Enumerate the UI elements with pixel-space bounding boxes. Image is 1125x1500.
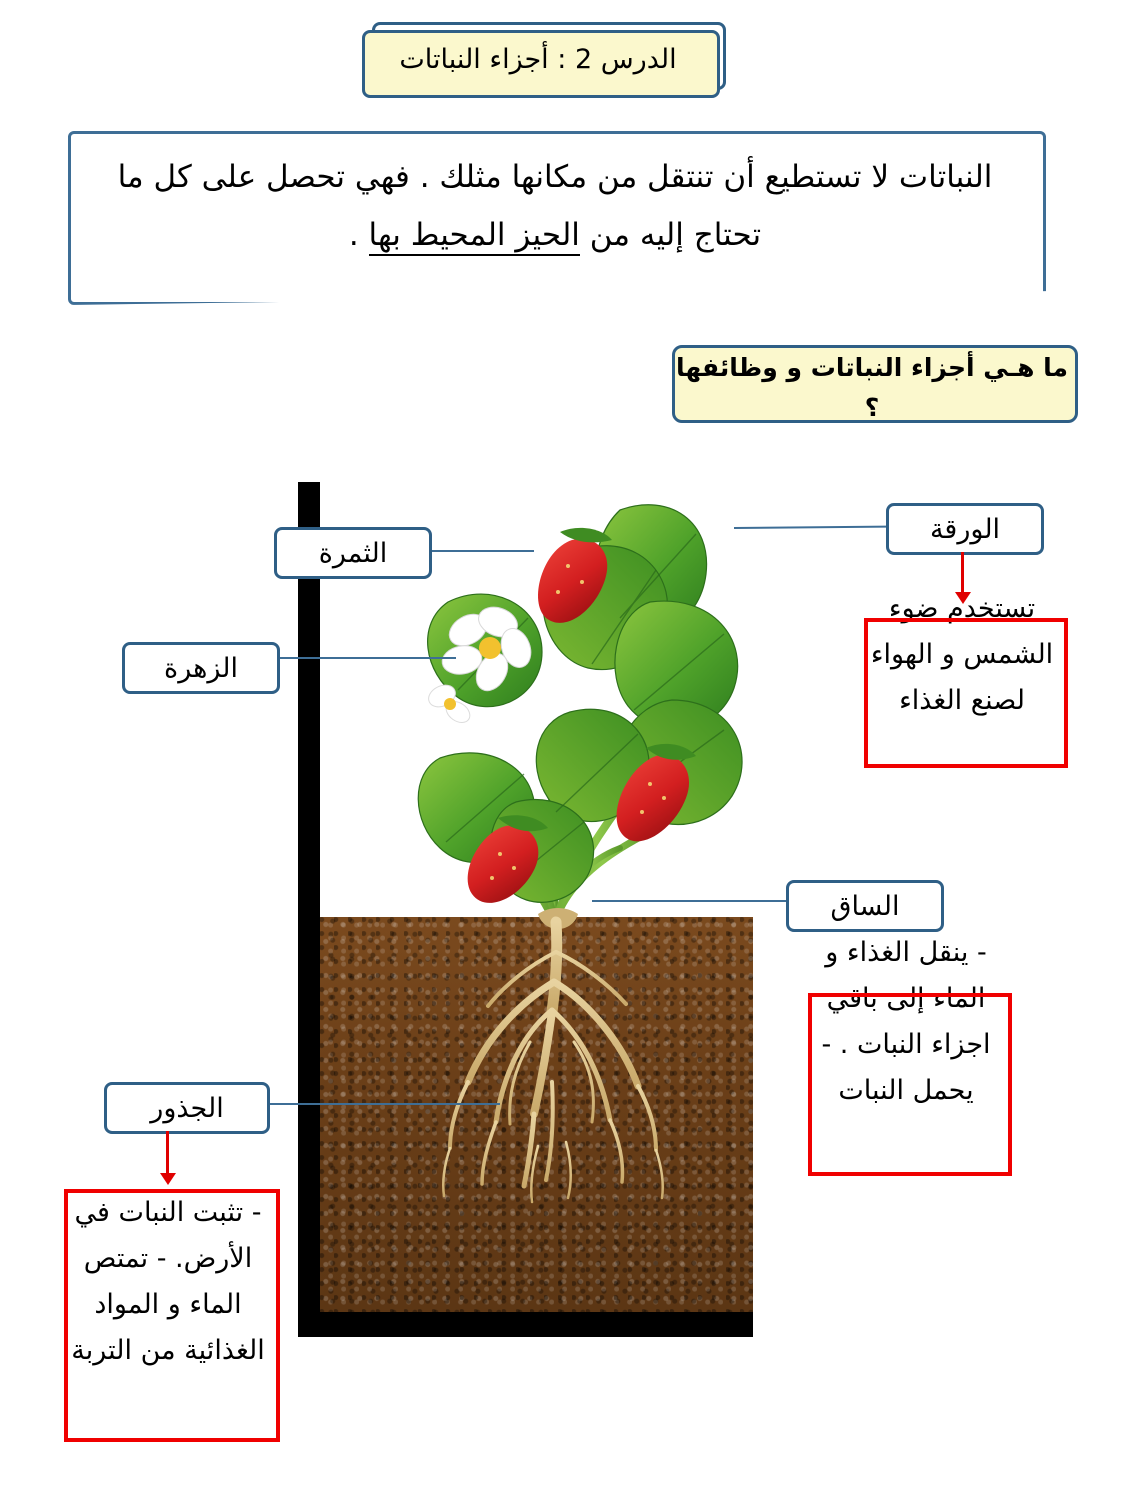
highlight-box-leaf — [864, 618, 1068, 768]
arrow-roots-head — [160, 1173, 176, 1185]
leader-line-leaf — [734, 526, 886, 529]
arrow-roots-stem — [166, 1131, 169, 1175]
illustration-left-border — [298, 482, 320, 1337]
description-roots: - تثبت النبات في الأرض. - تمتص الماء و المواد الغذائية من التربة — [71, 1197, 265, 1366]
page-title: الدرس 2 : أجزاء النباتات — [399, 44, 677, 75]
label-stem: الساق — [786, 880, 944, 932]
leader-line-stem — [592, 900, 786, 902]
description-leaf: تستخدم ضوء الشمس و الهواء لصنع الغذاء — [870, 593, 1054, 716]
leader-line-flower — [274, 657, 456, 659]
label-fruit: الثمرة — [274, 527, 432, 579]
intro-part2: . — [348, 217, 369, 253]
label-roots: الجذور — [104, 1082, 270, 1134]
intro-part1: النباتات لا تستطيع أن تنتقل من مكانها مثلك . فهي تحصل على كل ما تحتاج إليه من — [117, 159, 993, 253]
label-leaf: الورقة — [886, 503, 1044, 555]
highlight-box-roots — [64, 1189, 280, 1442]
question-text: ما هـي أجزاء النباتات و وظائفها ؟ — [676, 353, 1068, 422]
leader-line-roots — [264, 1103, 500, 1105]
intro-underlined-term: الحيز المحيط بها — [369, 217, 580, 256]
strawberry-plant-illustration — [320, 482, 753, 1337]
label-flower: الزهرة — [122, 642, 280, 694]
intro-statement-text — [90, 148, 1020, 264]
leader-line-fruit — [426, 550, 534, 552]
highlight-box-stem — [808, 993, 1012, 1176]
description-stem: - ينقل الغذاء و الماء إلى باقي اجزاء النبات . - يحمل النبات — [821, 937, 991, 1106]
